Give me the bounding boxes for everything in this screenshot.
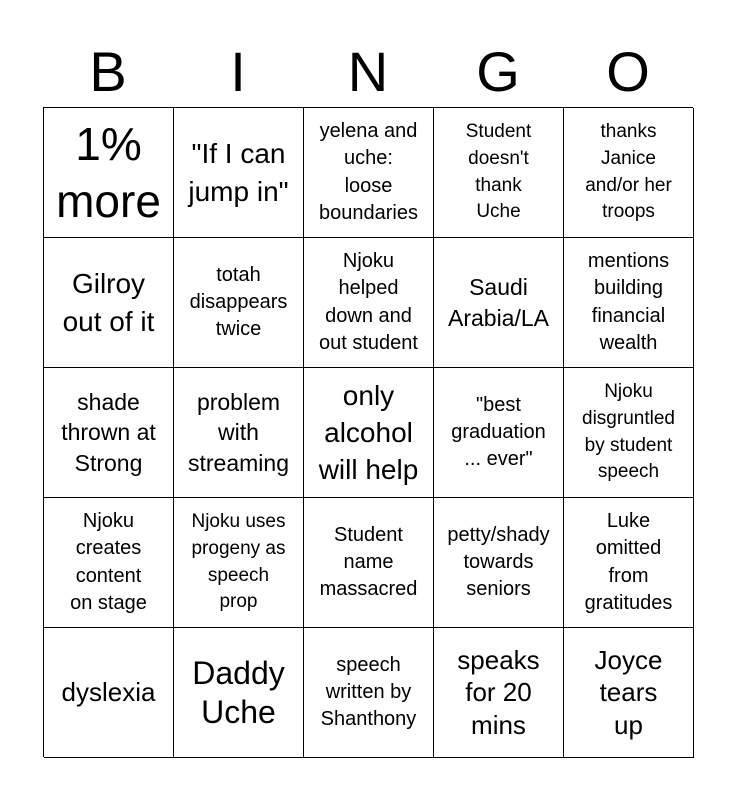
bingo-cell-r2c2[interactable]	[174, 238, 304, 368]
cell-label: Daddy Uche	[192, 655, 285, 730]
bingo-cell-r4c1[interactable]	[44, 498, 174, 628]
bingo-cell-r2c5[interactable]	[564, 238, 694, 368]
bingo-cell-r3c3[interactable]	[304, 368, 434, 498]
bingo-cell-r5c4[interactable]	[434, 628, 564, 758]
bingo-cell-r4c4[interactable]	[434, 498, 564, 628]
cell-label: mentions building financial wealth	[587, 250, 670, 354]
bingo-cell-r4c5[interactable]	[564, 498, 694, 628]
bingo-cell-r3c1[interactable]	[44, 368, 174, 498]
bingo-cell-r1c1[interactable]	[44, 108, 174, 238]
cell-label: only alcohol will help	[318, 379, 419, 486]
cell-label: Joyce tears up	[594, 644, 663, 740]
bingo-cell-r4c3[interactable]	[304, 498, 434, 628]
bingo-cell-r3c5[interactable]	[564, 368, 694, 498]
bingo-cell-r1c5[interactable]	[564, 108, 694, 238]
header-letter-g: G	[476, 40, 520, 103]
cell-label: Njoku disgruntled by student speech	[582, 380, 675, 483]
cell-label: Saudi Arabia/LA	[447, 274, 549, 331]
bingo-cell-r4c2[interactable]	[174, 498, 304, 628]
bingo-cell-r5c3[interactable]	[304, 628, 434, 758]
cell-label: speech written by Shanthony	[320, 653, 417, 731]
cell-label: Student doesn't thank Uche	[465, 120, 532, 223]
cell-label: problem with streaming	[188, 388, 289, 476]
cell-label: petty/shady towards seniors	[447, 523, 550, 601]
bingo-cell-r2c3[interactable]	[304, 238, 434, 368]
header-letter-i: I	[230, 40, 246, 103]
cell-label: totah disappears twice	[189, 263, 288, 341]
cell-label: 1% more	[56, 118, 161, 227]
bingo-cell-r5c5[interactable]	[564, 628, 694, 758]
cell-label: Njoku uses progeny as speech prop	[191, 510, 286, 613]
bingo-cell-r1c4[interactable]	[434, 108, 564, 238]
cell-label: speaks for 20 mins	[457, 644, 540, 740]
cell-label: shade thrown at Strong	[61, 388, 156, 476]
bingo-header	[43, 36, 693, 108]
bingo-cell-r3c4[interactable]	[434, 368, 564, 498]
header-letter-n: N	[347, 40, 389, 103]
cell-label: Njoku helped down and out student	[319, 250, 418, 354]
bingo-cell-r2c4[interactable]	[434, 238, 564, 368]
cell-label: thanks Janice and/or her troops	[585, 120, 672, 223]
bingo-cell-r2c1[interactable]	[44, 238, 174, 368]
header-letter-b: B	[89, 40, 127, 103]
cell-label: Njoku creates content on stage	[70, 510, 147, 614]
cell-label: Luke omitted from gratitudes	[584, 510, 673, 614]
bingo-cell-r5c2[interactable]	[174, 628, 304, 758]
bingo-cell-r1c3[interactable]	[304, 108, 434, 238]
bingo-cell-r3c2[interactable]	[174, 368, 304, 498]
bingo-cell-r1c2[interactable]	[174, 108, 304, 238]
bingo-cell-r5c1[interactable]	[44, 628, 174, 758]
cell-label: Gilroy out of it	[62, 268, 155, 337]
cell-label: "If I can jump in"	[188, 138, 289, 207]
cell-label: yelena and uche: loose boundaries	[319, 120, 418, 224]
bingo-board	[43, 107, 693, 757]
cell-label: "best graduation ... ever"	[451, 393, 546, 471]
cell-label: Student name massacred	[319, 523, 418, 601]
cell-label: dyslexia	[61, 677, 156, 708]
header-letter-o: O	[606, 40, 650, 103]
